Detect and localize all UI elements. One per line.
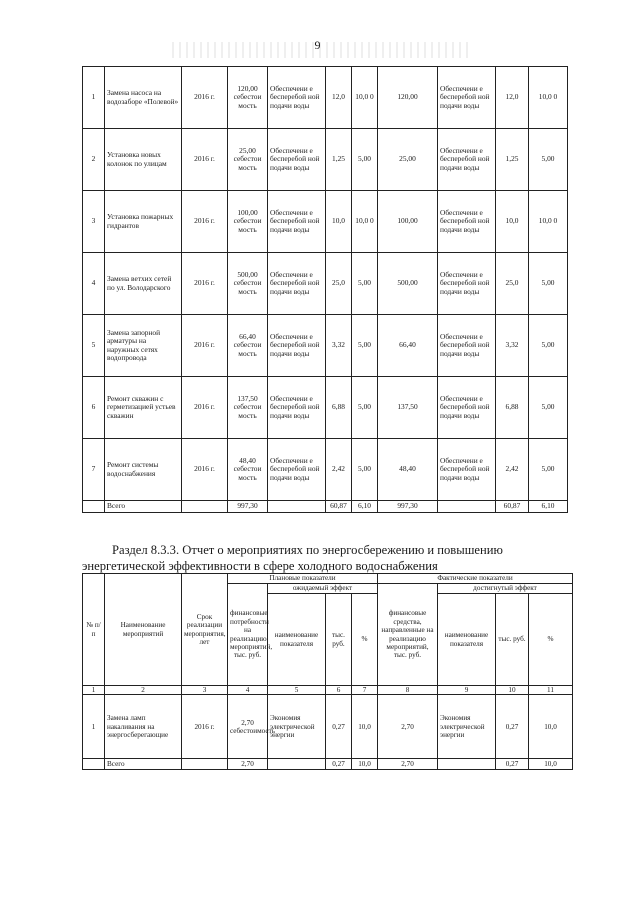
header-fin-need: финансовые потребности на реализацию мероприятий, тыс. руб.	[228, 584, 268, 686]
row-fact-unit: 5,00	[529, 253, 568, 315]
column-number: 6	[326, 686, 352, 695]
column-number: 9	[438, 686, 496, 695]
row-unit: 5,00	[352, 253, 378, 315]
row-effect-name: Обеспечени е бесперебой ной подачи воды	[268, 315, 326, 377]
column-number: 8	[378, 686, 438, 695]
row-cost: 100,00 себестои мость	[228, 191, 268, 253]
row-cost: 25,00 себестои мость	[228, 129, 268, 191]
total-label: Всего	[105, 501, 182, 513]
table-row	[83, 439, 568, 501]
row-num: 1	[83, 695, 105, 759]
table-row	[83, 129, 568, 191]
row-unit: 10,0 0	[352, 191, 378, 253]
row-fact-name: Обеспечени е бесперебой ной подачи воды	[438, 129, 496, 191]
row-num: 3	[83, 191, 105, 253]
row-effect-value: 0,27	[326, 695, 352, 759]
row-name: Замена ламп накаливания на энергосберегающие	[105, 695, 182, 759]
header-fin-sent: финансовые средства, направленные на реализацию мероприятий, тыс. руб.	[378, 584, 438, 686]
row-effect-name: Обеспечени е бесперебой ной подачи воды	[268, 439, 326, 501]
header-plan: Плановые показатели	[228, 574, 378, 584]
row-fact-value: 12,0	[496, 67, 529, 129]
row-cost: 120,00 себестои мость	[228, 67, 268, 129]
row-fact-value: 6,88	[496, 377, 529, 439]
row-fin: 25,00	[378, 129, 438, 191]
row-term: 2016 г.	[182, 695, 228, 759]
header-achieved: достигнутый эффект	[438, 584, 573, 594]
row-fact-name: Экономия электрической энергии	[438, 695, 496, 759]
row-year: 2016 г.	[182, 129, 228, 191]
row-unit: 5,00	[352, 439, 378, 501]
row-year: 2016 г.	[182, 377, 228, 439]
row-fact-unit: 5,00	[529, 129, 568, 191]
row-name: Замена запорной арматуры на наружных сетях водопровода	[105, 315, 182, 377]
total-effect-value: 0,27	[326, 759, 352, 770]
row-unit: 10,0 0	[352, 67, 378, 129]
row-pct: 10,0	[352, 695, 378, 759]
total-pct: 10,0	[352, 759, 378, 770]
total-unit: 6,10	[352, 501, 378, 513]
row-num: 1	[83, 67, 105, 129]
header-pct-2: %	[529, 594, 573, 686]
row-effect-value: 6,88	[326, 377, 352, 439]
row-effect-name: Обеспечени е бесперебой ной подачи воды	[268, 129, 326, 191]
row-fact-unit: 10,0 0	[529, 191, 568, 253]
row-fact-value: 1,25	[496, 129, 529, 191]
total-fact-pct: 10,0	[529, 759, 573, 770]
total-fin: 2,70	[228, 759, 268, 770]
row-fin: 137,50	[378, 377, 438, 439]
header-indicator-name-2: наименование показателя	[438, 594, 496, 686]
header-term: Срок реализации мероприятия, лет	[182, 574, 228, 686]
row-effect-name: Обеспечени е бесперебой ной подачи воды	[268, 377, 326, 439]
row-fact-name: Обеспечени е бесперебой ной подачи воды	[438, 439, 496, 501]
row-num: 7	[83, 439, 105, 501]
row-num: 4	[83, 253, 105, 315]
column-number: 7	[352, 686, 378, 695]
row-fact-name: Обеспечени е бесперебой ной подачи воды	[438, 191, 496, 253]
row-cost: 66,40 себестои мость	[228, 315, 268, 377]
total-cost: 997,30	[228, 501, 268, 513]
table-row	[83, 191, 568, 253]
row-fact-value: 10,0	[496, 191, 529, 253]
row-name: Ремонт системы водоснабжения	[105, 439, 182, 501]
row-year: 2016 г.	[182, 315, 228, 377]
row-effect-value: 2,42	[326, 439, 352, 501]
row-effect-value: 10,0	[326, 191, 352, 253]
row-cost: 137,50 себестои мость	[228, 377, 268, 439]
header-indicator-name: наименование показателя	[268, 594, 326, 686]
column-number: 2	[105, 686, 182, 695]
total-fin-sent: 2,70	[378, 759, 438, 770]
column-number: 1	[83, 686, 105, 695]
column-numbers-row	[83, 686, 573, 695]
table-row	[83, 315, 568, 377]
header-expected: ожидаемый эффект	[268, 584, 378, 594]
header-num: № п/п	[83, 574, 105, 686]
row-name: Установка пожарных гидрантов	[105, 191, 182, 253]
row-unit: 5,00	[352, 377, 378, 439]
column-number: 5	[268, 686, 326, 695]
row-unit: 5,00	[352, 315, 378, 377]
total-label: Всего	[105, 759, 182, 770]
table-row	[83, 253, 568, 315]
row-fact-name: Обеспечени е бесперебой ной подачи воды	[438, 253, 496, 315]
section-heading-line1: Раздел 8.3.3. Отчет о мероприятиях по энергосбережению и повышению	[112, 543, 503, 557]
row-cost: 500,00 себестои мость	[228, 253, 268, 315]
row-fact-unit: 5,00	[529, 439, 568, 501]
total-fact-value: 60,87	[496, 501, 529, 513]
row-effect-name: Обеспечени е бесперебой ной подачи воды	[268, 191, 326, 253]
row-effect-value: 25,0	[326, 253, 352, 315]
row-num: 2	[83, 129, 105, 191]
row-fin: 120,00	[378, 67, 438, 129]
table-row	[83, 67, 568, 129]
row-name: Замена насоса на водозаборе «Полевой»	[105, 67, 182, 129]
total-fin: 997,30	[378, 501, 438, 513]
row-name: Установка новых колонок по улицам	[105, 129, 182, 191]
total-row	[83, 501, 568, 513]
row-name: Замена ветхих сетей по ул. Володарского	[105, 253, 182, 315]
row-cost: 48,40 себестои мость	[228, 439, 268, 501]
row-unit: 5,00	[352, 129, 378, 191]
row-effect-name: Обеспечени е бесперебой ной подачи воды	[268, 253, 326, 315]
header-rub: тыс. руб.	[326, 594, 352, 686]
header-rub-2: тыс. руб.	[496, 594, 529, 686]
row-fact-value: 3,32	[496, 315, 529, 377]
measures-table	[82, 66, 568, 513]
row-fin: 100,00	[378, 191, 438, 253]
row-fact-value: 2,42	[496, 439, 529, 501]
row-fact-unit: 10,0 0	[529, 67, 568, 129]
row-num: 5	[83, 315, 105, 377]
row-fact-name: Обеспечени е бесперебой ной подачи воды	[438, 67, 496, 129]
row-name: Ремонт скважин с герметизацией устьев скважин	[105, 377, 182, 439]
row-year: 2016 г.	[182, 253, 228, 315]
row-effect-value: 1,25	[326, 129, 352, 191]
total-effect-value: 60,87	[326, 501, 352, 513]
row-fact-name: Обеспечени е бесперебой ной подачи воды	[438, 315, 496, 377]
column-number: 11	[529, 686, 573, 695]
energy-saving-table	[82, 573, 573, 770]
header-pct: %	[352, 594, 378, 686]
row-num: 6	[83, 377, 105, 439]
row-fin-sent: 2,70	[378, 695, 438, 759]
section-heading-line2: энергетической эффективности в сфере холодного водоснабжения	[82, 559, 438, 573]
column-number: 4	[228, 686, 268, 695]
row-fin: 2,70 себестоимость	[228, 695, 268, 759]
total-fact-unit: 6,10	[529, 501, 568, 513]
row-fin: 66,40	[378, 315, 438, 377]
header-name: Наименование мероприятий	[105, 574, 182, 686]
row-effect-value: 3,32	[326, 315, 352, 377]
row-year: 2016 г.	[182, 67, 228, 129]
row-fact-value: 25,0	[496, 253, 529, 315]
row-effect-value: 12,0	[326, 67, 352, 129]
table-row	[83, 377, 568, 439]
row-fact-name: Обеспечени е бесперебой ной подачи воды	[438, 377, 496, 439]
page-number: 9	[314, 38, 321, 52]
row-fin: 48,40	[378, 439, 438, 501]
row-year: 2016 г.	[182, 439, 228, 501]
column-number: 3	[182, 686, 228, 695]
row-fact-unit: 5,00	[529, 315, 568, 377]
row-fact-pct: 10,0	[529, 695, 573, 759]
row-fact-value: 0,27	[496, 695, 529, 759]
row-effect-name: Экономия электрической энергии	[268, 695, 326, 759]
row-fact-unit: 5,00	[529, 377, 568, 439]
row-year: 2016 г.	[182, 191, 228, 253]
column-number: 10	[496, 686, 529, 695]
row-effect-name: Обеспечени е бесперебой ной подачи воды	[268, 67, 326, 129]
row-fin: 500,00	[378, 253, 438, 315]
total-fact-value: 0,27	[496, 759, 529, 770]
header-fact: Фактические показатели	[378, 574, 573, 584]
